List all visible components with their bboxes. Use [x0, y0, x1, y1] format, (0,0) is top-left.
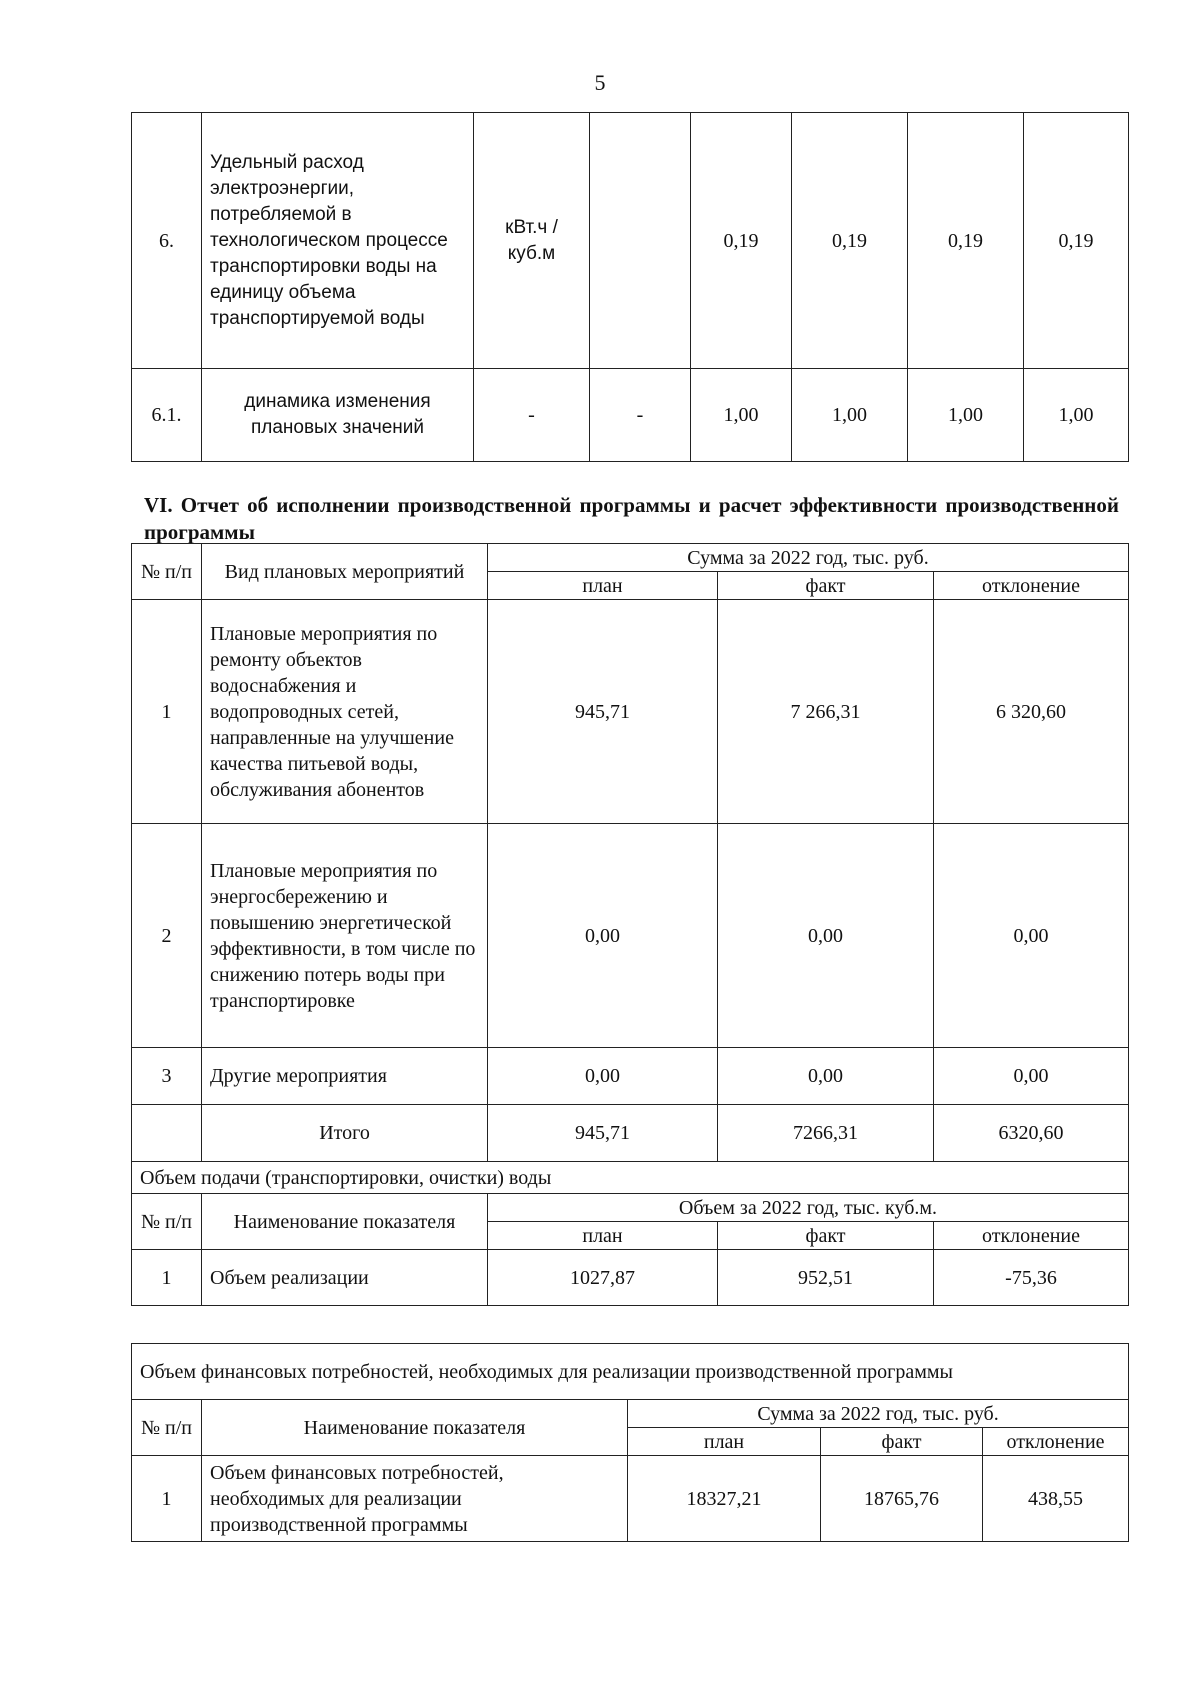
- indicator-name: Объем финансовых потребностей, необходимых для реализации производственной программы: [202, 1456, 628, 1542]
- header-row: [132, 544, 1129, 572]
- header-deviation: отклонение: [983, 1428, 1129, 1456]
- plan-value: 945,71: [488, 600, 718, 824]
- indicators-table: [131, 112, 1129, 462]
- plan-value: 0,00: [488, 824, 718, 1048]
- fact-value: 18765,76: [821, 1456, 983, 1542]
- total-row: [132, 1105, 1129, 1162]
- value-cell: 1,00: [792, 369, 908, 462]
- header-plan: план: [628, 1428, 821, 1456]
- table-row: [132, 1456, 1129, 1542]
- subsection-title-row: [132, 1162, 1129, 1194]
- plan-value: 0,00: [488, 1048, 718, 1105]
- table-row: [132, 369, 1129, 462]
- indicator-name: Объем реализации: [202, 1250, 488, 1306]
- indicator-name: Удельный расход электроэнергии, потребляемой в технологическом процессе транспортировки воды на единицу объема транспортируемой воды: [202, 113, 474, 369]
- report-table: [131, 543, 1129, 1306]
- page-number: 5: [594, 70, 606, 95]
- section-title: VI. Отчет об исполнении производственной программы и расчет эффективности производственной программы: [144, 493, 1119, 544]
- fact-value: 0,00: [718, 824, 934, 1048]
- header-fact: факт: [718, 572, 934, 600]
- value-cell: 0,19: [1024, 113, 1129, 369]
- unit: -: [474, 369, 590, 462]
- header-row: [132, 1194, 1129, 1222]
- value-cell: 0,19: [908, 113, 1024, 369]
- header-deviation: отклонение: [934, 572, 1129, 600]
- row-number: 3: [132, 1048, 202, 1105]
- fact-value: 952,51: [718, 1250, 934, 1306]
- header-plan: план: [488, 1222, 718, 1250]
- header-plan: план: [488, 572, 718, 600]
- indicator-name: динамика изменения плановых значений: [202, 369, 474, 462]
- fact-value: 7 266,31: [718, 600, 934, 824]
- deviation-value: 6320,60: [934, 1105, 1129, 1162]
- value-cell: 0,19: [691, 113, 792, 369]
- row-number: 6.: [132, 113, 202, 369]
- measure-name: Плановые мероприятия по энергосбережению и повышению энергетической эффективности, в том числе по снижению потерь воды при транспортировке: [202, 824, 488, 1048]
- value-cell: 1,00: [1024, 369, 1129, 462]
- header-num: № п/п: [132, 1400, 202, 1456]
- value-cell: -: [590, 369, 691, 462]
- financial-needs-table: [131, 1343, 1129, 1542]
- volume-section-title: Объем подачи (транспортировки, очистки) воды: [132, 1162, 1129, 1194]
- total-label: Итого: [202, 1105, 488, 1162]
- header-num: № п/п: [132, 1194, 202, 1250]
- financial-section-title: Объем финансовых потребностей, необходимых для реализации производственной программы: [132, 1344, 1129, 1400]
- empty-cell: [132, 1105, 202, 1162]
- deviation-value: 438,55: [983, 1456, 1129, 1542]
- table-row: [132, 113, 1129, 369]
- value-cell: 1,00: [908, 369, 1024, 462]
- value-cell: 0,19: [792, 113, 908, 369]
- plan-value: 18327,21: [628, 1456, 821, 1542]
- table-row: [132, 600, 1129, 824]
- header-deviation: отклонение: [934, 1222, 1129, 1250]
- deviation-value: -75,36: [934, 1250, 1129, 1306]
- header-fact: факт: [821, 1428, 983, 1456]
- header-sum: Сумма за 2022 год, тыс. руб.: [488, 544, 1129, 572]
- plan-value: 1027,87: [488, 1250, 718, 1306]
- deviation-value: 6 320,60: [934, 600, 1129, 824]
- measure-name: Другие мероприятия: [202, 1048, 488, 1105]
- plan-value: 945,71: [488, 1105, 718, 1162]
- header-fact: факт: [718, 1222, 934, 1250]
- header-num: № п/п: [132, 544, 202, 600]
- fact-value: 7266,31: [718, 1105, 934, 1162]
- fact-value: 0,00: [718, 1048, 934, 1105]
- header-row: [132, 1400, 1129, 1428]
- measure-name: Плановые мероприятия по ремонту объектов водоснабжения и водопроводных сетей, направленные на улучшение качества питьевой воды, обслуживания абонентов: [202, 600, 488, 824]
- title-row: [132, 1344, 1129, 1400]
- empty-cell: [590, 113, 691, 369]
- row-number: 6.1.: [132, 369, 202, 462]
- header-sum: Объем за 2022 год, тыс. куб.м.: [488, 1194, 1129, 1222]
- header-name: Наименование показателя: [202, 1194, 488, 1250]
- row-number: 1: [132, 600, 202, 824]
- value-cell: 1,00: [691, 369, 792, 462]
- deviation-value: 0,00: [934, 824, 1129, 1048]
- table-row: [132, 1250, 1129, 1306]
- deviation-value: 0,00: [934, 1048, 1129, 1105]
- unit: кВт.ч / куб.м: [474, 113, 590, 369]
- header-name: Наименование показателя: [202, 1400, 628, 1456]
- table-row: [132, 824, 1129, 1048]
- header-name: Вид плановых мероприятий: [202, 544, 488, 600]
- row-number: 2: [132, 824, 202, 1048]
- row-number: 1: [132, 1456, 202, 1542]
- header-sum: Сумма за 2022 год, тыс. руб.: [628, 1400, 1129, 1428]
- row-number: 1: [132, 1250, 202, 1306]
- table-row: [132, 1048, 1129, 1105]
